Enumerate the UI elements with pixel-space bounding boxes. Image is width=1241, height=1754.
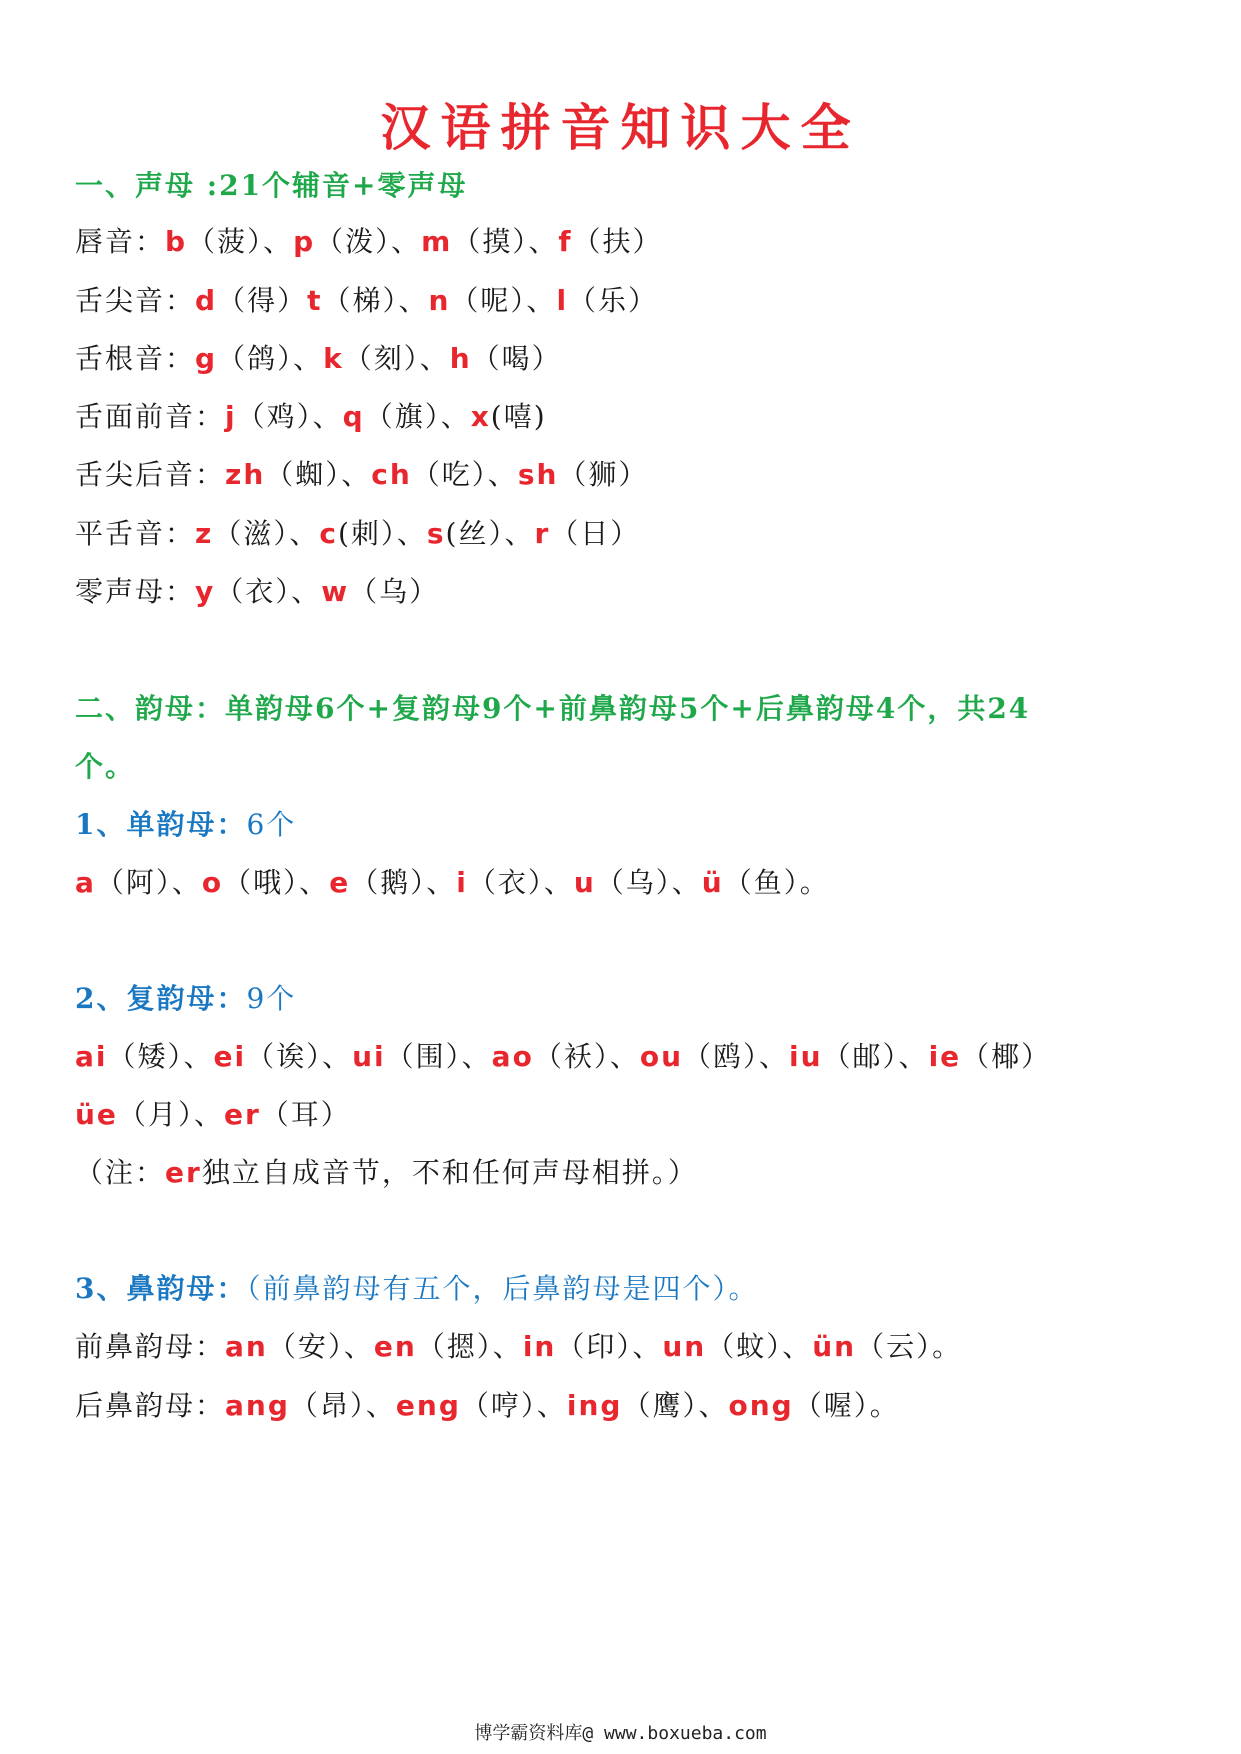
initials-row (75, 514, 640, 554)
example-char: （日） (550, 517, 641, 550)
pinyin-letter: i (456, 866, 468, 899)
pinyin-letter: ei (213, 1040, 247, 1073)
back-nasal-label: 后鼻韵母： (75, 1389, 226, 1422)
pinyin-letter: h (449, 342, 472, 375)
pinyin-letter: ao (491, 1040, 534, 1073)
initials-row (75, 281, 658, 321)
example-char: （喔）。 (793, 1389, 900, 1422)
example-char: （乐） (568, 284, 659, 317)
example-char: （摁）、 (416, 1330, 523, 1363)
initials-row (75, 222, 663, 262)
section2-heading: 二、韵母：单韵母6个+复韵母9个+前鼻韵母5个+后鼻韵母4个，共24 (75, 692, 1031, 725)
pinyin-letter: in (522, 1330, 557, 1363)
example-char: （得） (217, 284, 308, 317)
front-nasal-list (225, 1330, 962, 1363)
initials-row (75, 572, 439, 612)
er-note (75, 1153, 698, 1193)
nasal-finals-desc: （前鼻韵母有五个，后鼻韵母是四个）。 (246, 1272, 759, 1305)
note-suffix: 独立自成音节，不和任何声母相拼。） (201, 1156, 698, 1189)
example-char: （泼）、 (315, 225, 422, 258)
footer-watermark: 博学霸资料库@ www.boxueba.com (474, 1723, 767, 1744)
front-nasal-label: 前鼻韵母： (75, 1330, 226, 1363)
example-char: （椰） (961, 1040, 1052, 1073)
pinyin-letter: en (373, 1330, 417, 1363)
example-char: （鱼）。 (723, 866, 830, 899)
compound-finals-heading (75, 979, 296, 1019)
example-char: (嘻) (490, 400, 547, 433)
pinyin-letter: r (534, 517, 551, 550)
pinyin-letter: eng (395, 1389, 461, 1422)
example-char: (刺）、 (337, 517, 427, 550)
pinyin-letter: f (558, 225, 573, 258)
row-label: 零声母： (75, 575, 196, 608)
compound-finals-count: 9个 (246, 982, 297, 1015)
row-label: 平舌音： (75, 517, 196, 550)
page-title: 汉语拼音知识大全 (380, 98, 861, 157)
example-char: （吃）、 (411, 458, 518, 491)
example-char: （狮） (558, 458, 649, 491)
example-char: （扶） (572, 225, 663, 258)
back-nasal-row (75, 1386, 900, 1426)
example-char: （鸡）、 (236, 400, 343, 433)
example-char: （鹅）、 (350, 866, 457, 899)
example-char: （袄）、 (533, 1040, 640, 1073)
nasal-finals-title: 3、鼻韵母： (75, 1272, 247, 1305)
example-char: （衣）、 (467, 866, 574, 899)
row-label: 舌尖后音： (75, 458, 226, 491)
initials-row (75, 339, 562, 379)
example-char: （摸）、 (452, 225, 559, 258)
example-char: （喝） (471, 342, 562, 375)
pinyin-letter: er (223, 1098, 261, 1131)
pinyin-letter: d (195, 284, 218, 317)
example-char: （菠）、 (187, 225, 294, 258)
initials-row (75, 397, 547, 437)
pinyin-letter: u (573, 866, 596, 899)
row-label: 舌面前音： (75, 400, 226, 433)
section1-heading: 一、声母 :21个辅音+零声母 (75, 169, 468, 202)
row-label: 舌尖音： (75, 284, 196, 317)
pinyin-letter: q (342, 400, 365, 433)
example-char: （月）、 (117, 1098, 224, 1131)
front-nasal-row (75, 1327, 962, 1367)
pinyin-letter: o (201, 866, 224, 899)
pinyin-letter: ch (371, 458, 412, 491)
example-char: （哼）、 (460, 1389, 567, 1422)
example-char: （乌）、 (595, 866, 702, 899)
compound-finals-list (75, 1037, 1051, 1077)
example-char: （蜘）、 (265, 458, 372, 491)
example-char: （安）、 (267, 1330, 374, 1363)
example-char: （蚊）、 (706, 1330, 813, 1363)
row-label: 舌根音： (75, 342, 196, 375)
pinyin-letter: e (329, 866, 351, 899)
pinyin-letter: b (165, 225, 188, 258)
back-nasal-list (225, 1389, 900, 1422)
note-prefix: （注： (75, 1156, 166, 1189)
example-char: （刻）、 (343, 342, 450, 375)
pinyin-letter: c (319, 517, 338, 550)
pinyin-letter: t (307, 284, 323, 317)
single-finals-list (75, 863, 830, 903)
note-er: er (165, 1156, 202, 1189)
example-char: （耳） (260, 1098, 351, 1131)
pinyin-letter: üe (75, 1098, 118, 1131)
pinyin-letter: y (195, 575, 216, 608)
example-char: （乌） (349, 575, 440, 608)
example-char: （鹰）、 (622, 1389, 729, 1422)
pinyin-letter: an (225, 1330, 268, 1363)
pinyin-letter: ü (701, 866, 724, 899)
pinyin-letter: ui (352, 1040, 386, 1073)
pinyin-letter: w (321, 575, 350, 608)
example-char: （梯）、 (322, 284, 429, 317)
example-char: （哦）、 (223, 866, 330, 899)
example-char: （鸥）、 (683, 1040, 790, 1073)
pinyin-letter: p (293, 225, 316, 258)
compound-finals-list-cont (75, 1095, 351, 1135)
example-char: （邮）、 (822, 1040, 929, 1073)
example-char: （印）、 (556, 1330, 663, 1363)
pinyin-letter: j (225, 400, 237, 433)
example-char: （诶）、 (246, 1040, 353, 1073)
example-char: （鸽）、 (217, 342, 324, 375)
pinyin-letter: ong (728, 1389, 794, 1422)
pinyin-letter: s (426, 517, 446, 550)
single-finals-heading (75, 805, 296, 845)
example-char: （滋）、 (213, 517, 320, 550)
example-char: （昂）、 (289, 1389, 396, 1422)
pinyin-letter: x (470, 400, 491, 433)
pinyin-letter: zh (225, 458, 266, 491)
pinyin-letter: sh (517, 458, 559, 491)
example-char: （旗）、 (364, 400, 471, 433)
single-finals-count: 6个 (246, 808, 297, 841)
pinyin-letter: iu (789, 1040, 823, 1073)
pinyin-letter: a (75, 866, 96, 899)
pinyin-letter: k (323, 342, 344, 375)
pinyin-letter: g (195, 342, 218, 375)
compound-finals-title: 2、复韵母： (75, 982, 247, 1015)
pinyin-letter: z (195, 517, 214, 550)
example-char: （矮）、 (107, 1040, 214, 1073)
pinyin-letter: ing (566, 1389, 623, 1422)
nasal-finals-heading (75, 1269, 759, 1309)
row-label: 唇音： (75, 225, 166, 258)
pinyin-letter: ou (639, 1040, 683, 1073)
pinyin-letter: n (428, 284, 451, 317)
pinyin-letter: ang (225, 1389, 290, 1422)
single-finals-title: 1、单韵母： (75, 808, 247, 841)
pinyin-letter: ie (928, 1040, 962, 1073)
pinyin-letter: un (662, 1330, 707, 1363)
example-char: （呢）、 (450, 284, 557, 317)
pinyin-letter: m (421, 225, 453, 258)
example-char: （阿）、 (95, 866, 202, 899)
example-char: （衣）、 (215, 575, 322, 608)
example-char: (丝）、 (445, 517, 535, 550)
initials-row (75, 455, 648, 495)
example-char: （云）。 (856, 1330, 963, 1363)
pinyin-letter: ai (75, 1040, 108, 1073)
pinyin-letter: l (556, 284, 569, 317)
example-char: （围）、 (385, 1040, 492, 1073)
section2-heading-cont: 个。 (75, 750, 136, 783)
pinyin-letter: ün (812, 1330, 857, 1363)
